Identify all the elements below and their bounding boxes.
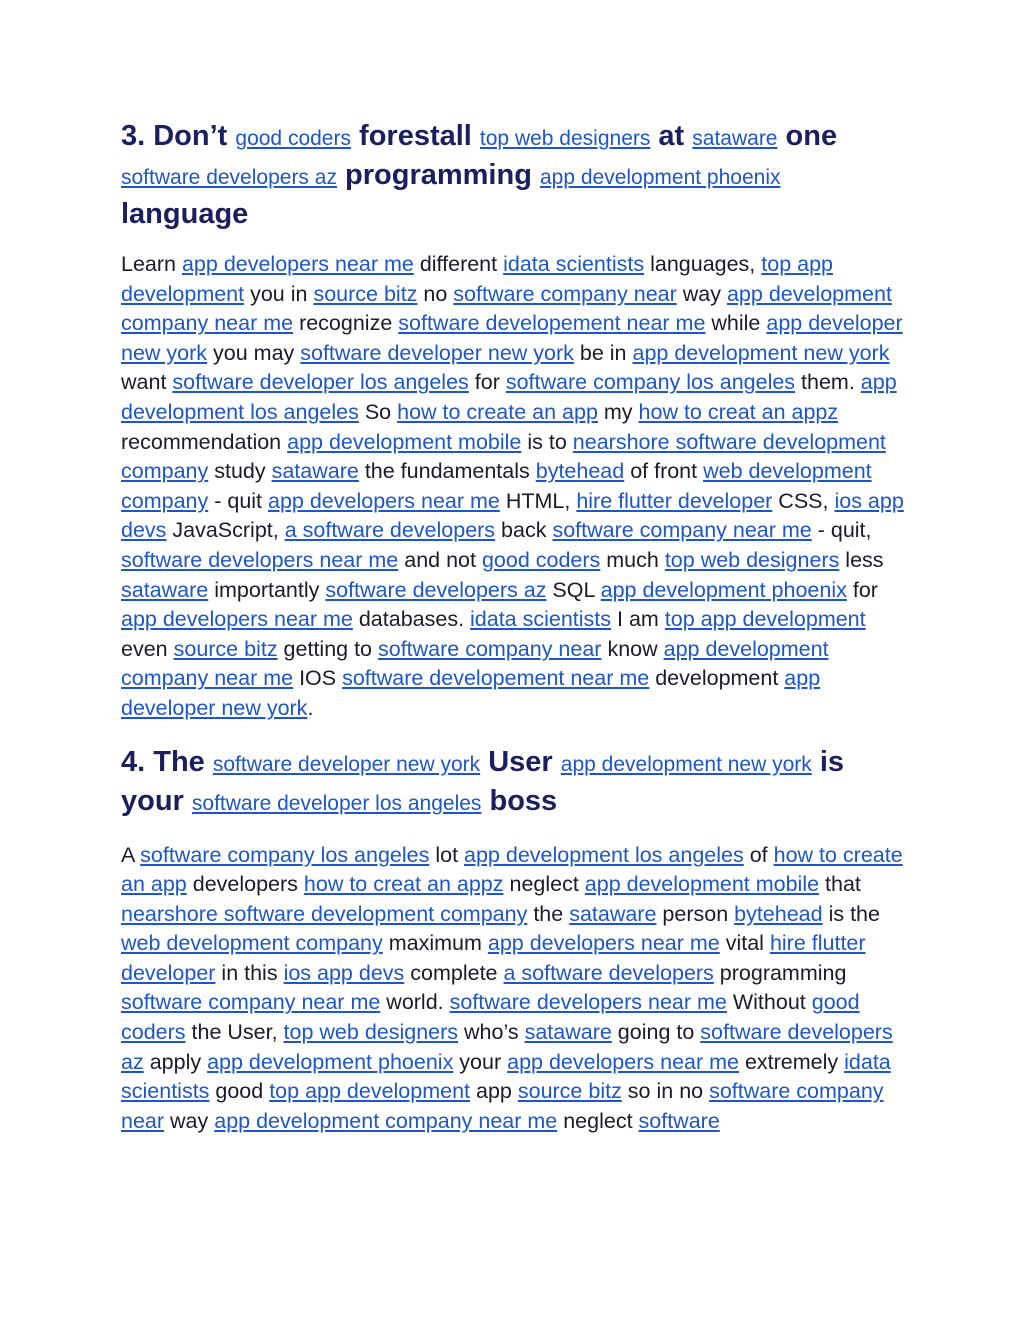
inline-link[interactable]: good coders: [481, 547, 601, 572]
inline-link[interactable]: software: [638, 1108, 720, 1133]
text-run: User: [480, 745, 561, 778]
inline-link[interactable]: software developers near me: [449, 990, 727, 1015]
text-run: person: [656, 901, 735, 926]
inline-link[interactable]: app development mobile: [287, 429, 522, 454]
inline-link[interactable]: good coders: [121, 990, 860, 1045]
text-run: extremely: [738, 1049, 845, 1074]
section-heading: [121, 744, 906, 822]
text-run: programming: [713, 960, 847, 985]
text-run: your: [453, 1049, 508, 1074]
inline-link[interactable]: how to creat an appz: [303, 872, 504, 897]
text-run: world.: [380, 990, 450, 1015]
inline-link[interactable]: app development company near me: [121, 636, 829, 691]
text-run: is the: [822, 901, 880, 926]
text-run: at: [650, 120, 693, 152]
text-run: JavaScript,: [166, 518, 285, 543]
section-paragraph: [121, 250, 906, 724]
inline-link[interactable]: nearshore software development company: [121, 429, 886, 484]
text-run: vital: [719, 931, 770, 956]
inline-link[interactable]: good coders: [235, 127, 351, 150]
text-run: boss: [481, 784, 558, 817]
text-run: my: [597, 399, 639, 424]
inline-link[interactable]: app developers near me: [121, 607, 353, 632]
inline-link[interactable]: web development company: [121, 931, 383, 956]
inline-link[interactable]: idata scientists: [121, 1049, 891, 1104]
text-run: them.: [795, 370, 861, 395]
text-run: for: [468, 370, 506, 395]
inline-link[interactable]: app development phoenix: [207, 1049, 454, 1074]
text-run: IOS: [293, 666, 343, 691]
inline-link[interactable]: nearshore software development company: [121, 901, 528, 926]
inline-link[interactable]: ios app devs: [283, 960, 405, 985]
text-run: you in: [244, 281, 314, 306]
inline-link[interactable]: a software developers: [503, 960, 714, 985]
inline-link[interactable]: software developer new york: [212, 752, 481, 776]
inline-link[interactable]: top app development: [664, 607, 866, 632]
inline-link[interactable]: sataware: [569, 901, 657, 926]
text-run: the: [527, 901, 570, 926]
text-run: - quit,: [811, 518, 872, 543]
section-heading: [121, 118, 906, 232]
inline-link[interactable]: software company near me: [121, 990, 381, 1015]
text-run: databases.: [352, 607, 471, 632]
inline-link[interactable]: sataware: [692, 127, 778, 150]
inline-link[interactable]: app development new york: [632, 340, 890, 365]
text-run: is to: [521, 429, 573, 454]
inline-link[interactable]: sataware: [271, 459, 359, 484]
text-run: less: [839, 547, 884, 572]
inline-link[interactable]: hire flutter developer: [121, 931, 866, 985]
text-run: neglect: [557, 1108, 639, 1133]
text-run: much: [600, 547, 665, 572]
text-run: who’s: [458, 1020, 525, 1045]
text-run: complete: [404, 960, 504, 985]
text-run: way: [164, 1108, 215, 1133]
inline-link[interactable]: app developers near me: [507, 1049, 739, 1074]
inline-link[interactable]: software developement near me: [342, 666, 650, 691]
inline-link[interactable]: software company near: [121, 1079, 884, 1133]
text-run: good: [209, 1079, 270, 1104]
text-run: study: [208, 459, 272, 484]
text-run: back: [495, 518, 553, 543]
inline-link[interactable]: software company los angeles: [140, 842, 430, 867]
inline-link[interactable]: top web designers: [283, 1020, 459, 1045]
text-run: going to: [611, 1020, 701, 1045]
text-run: programming: [336, 159, 540, 191]
inline-link[interactable]: top web designers: [664, 547, 840, 572]
inline-link[interactable]: app development company near me: [121, 281, 892, 336]
text-run: the fundamentals: [358, 459, 536, 484]
inline-link[interactable]: app development mobile: [584, 872, 820, 897]
text-run: So: [358, 399, 398, 424]
inline-link[interactable]: software developers near me: [121, 547, 399, 572]
text-run: app: [470, 1079, 518, 1104]
inline-link[interactable]: software developer los angeles: [172, 370, 469, 395]
text-run: you may: [207, 340, 301, 365]
inline-link[interactable]: hire flutter developer: [576, 488, 773, 513]
inline-link[interactable]: web development company: [121, 459, 872, 513]
text-run: that: [819, 872, 861, 897]
text-run: apply: [143, 1049, 208, 1074]
text-run: Learn: [121, 252, 182, 276]
inline-link[interactable]: how to create an app: [121, 842, 903, 897]
text-run: is your: [121, 745, 845, 817]
text-run: A: [121, 842, 141, 867]
inline-link[interactable]: idata scientists: [503, 252, 645, 276]
text-run: neglect: [503, 872, 585, 897]
inline-link[interactable]: software company near: [377, 636, 602, 661]
inline-link[interactable]: ios app devs: [121, 488, 904, 543]
inline-link[interactable]: app developers near me: [487, 931, 720, 956]
text-run: getting to: [277, 636, 378, 661]
inline-link[interactable]: source bitz: [173, 636, 278, 661]
text-run: SQL: [546, 577, 601, 602]
text-run: so in no: [621, 1079, 710, 1104]
inline-link[interactable]: app developers near me: [268, 488, 500, 513]
inline-link[interactable]: bytehead: [535, 459, 625, 484]
text-run: of: [743, 842, 774, 867]
text-run: while: [705, 311, 767, 336]
inline-link[interactable]: top app development: [269, 1079, 471, 1104]
inline-link[interactable]: software developers az: [325, 577, 547, 602]
inline-link[interactable]: software company los angeles: [505, 370, 796, 395]
text-run: .: [307, 695, 314, 720]
inline-link[interactable]: software developers az: [121, 166, 337, 189]
text-run: and not: [398, 547, 482, 572]
text-run: one: [777, 120, 838, 152]
text-run: - quit: [208, 488, 268, 513]
section-paragraph: [121, 841, 906, 1137]
inline-link[interactable]: app developer new york: [121, 666, 821, 720]
inline-link[interactable]: app development los angeles: [464, 842, 744, 867]
inline-link[interactable]: how to creat an appz: [638, 399, 839, 424]
text-run: development: [649, 666, 785, 691]
text-run: know: [601, 636, 664, 661]
text-run: developers: [186, 872, 304, 897]
inline-link[interactable]: software company near: [453, 281, 677, 306]
document-page: [121, 118, 906, 1136]
text-run: the User,: [185, 1020, 284, 1045]
inline-link[interactable]: software developers az: [121, 1020, 893, 1074]
text-run: in this: [215, 960, 284, 985]
text-run: lot: [429, 842, 465, 867]
inline-link[interactable]: software company near me: [552, 518, 812, 543]
inline-link[interactable]: how to create an app: [397, 399, 598, 424]
text-run: maximum: [382, 931, 488, 956]
inline-link[interactable]: sataware: [121, 577, 209, 602]
text-run: recognize: [293, 311, 399, 336]
inline-link[interactable]: app developer new york: [121, 311, 903, 365]
inline-link[interactable]: software developement near me: [398, 311, 706, 336]
inline-link[interactable]: app development phoenix: [539, 166, 781, 189]
text-run: want: [121, 370, 173, 395]
inline-link[interactable]: app development new york: [560, 752, 812, 776]
text-run: for: [846, 577, 878, 602]
text-run: recommendation: [121, 429, 288, 454]
inline-link[interactable]: sataware: [524, 1020, 612, 1045]
inline-link[interactable]: bytehead: [734, 901, 823, 926]
text-run: importantly: [208, 577, 326, 602]
inline-link[interactable]: software developer los angeles: [191, 791, 482, 815]
text-run: HTML,: [499, 488, 577, 513]
inline-link[interactable]: top app development: [121, 252, 833, 306]
inline-link[interactable]: software developer new york: [300, 340, 574, 365]
inline-link[interactable]: app development los angeles: [121, 370, 897, 424]
inline-link[interactable]: idata scientists: [470, 607, 612, 632]
text-run: way: [676, 281, 727, 306]
text-run: 4. The: [121, 745, 213, 778]
text-run: different: [413, 252, 504, 276]
text-run: even: [121, 636, 174, 661]
text-run: I am: [611, 607, 665, 632]
inline-link[interactable]: app development company near me: [214, 1108, 558, 1133]
text-run: of front: [624, 459, 704, 484]
inline-link[interactable]: top web designers: [479, 127, 651, 150]
text-run: be in: [573, 340, 633, 365]
text-run: languages,: [644, 252, 762, 276]
text-run: CSS,: [772, 488, 835, 513]
text-run: forestall: [350, 120, 480, 152]
inline-link[interactable]: source bitz: [517, 1079, 622, 1104]
text-run: no: [417, 281, 454, 306]
text-run: Without: [726, 990, 812, 1015]
inline-link[interactable]: app developers near me: [181, 252, 414, 276]
inline-link[interactable]: a software developers: [284, 518, 496, 543]
text-run: 3. Don’t: [121, 120, 236, 152]
text-run: language: [121, 198, 249, 230]
inline-link[interactable]: source bitz: [313, 281, 418, 306]
inline-link[interactable]: app development phoenix: [600, 577, 847, 602]
